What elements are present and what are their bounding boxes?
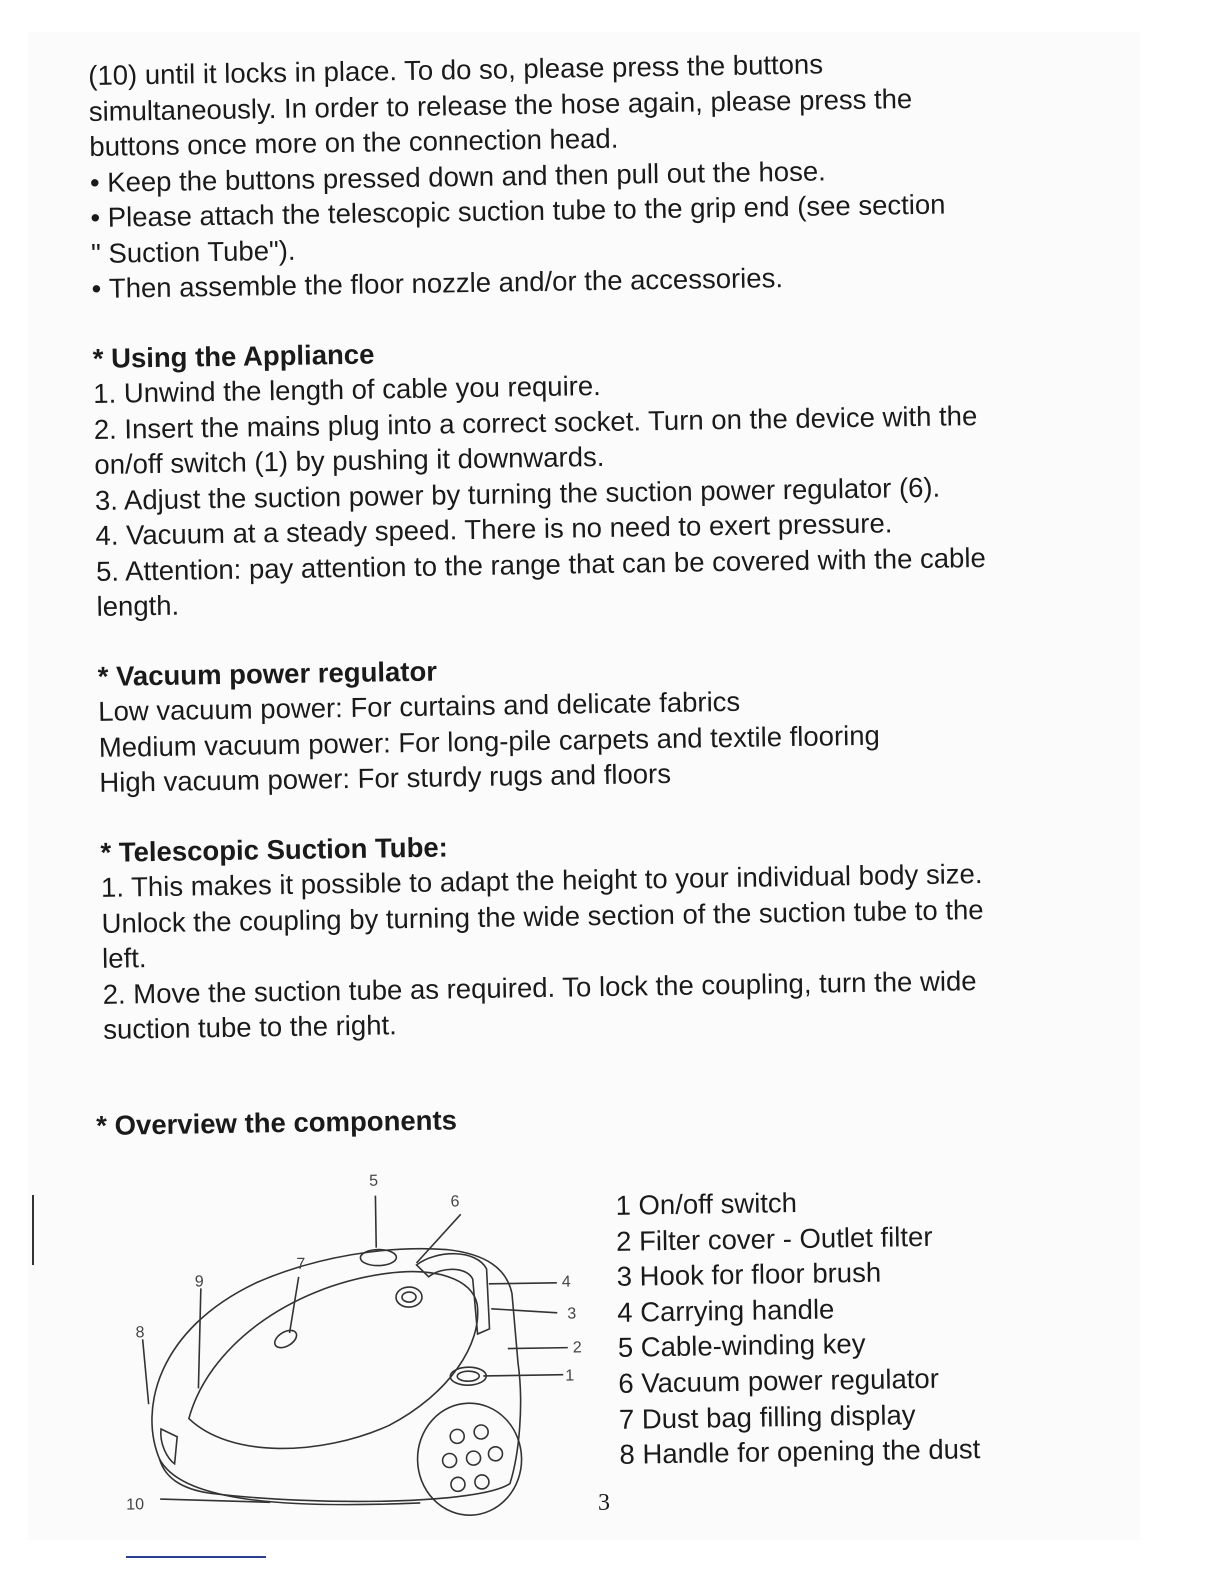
step: 2. Move the suction tube as required. To lock the coupling, turn the wide [102, 964, 977, 1010]
intro-line: simultaneously. In order to release the hose again, please press the [88, 82, 913, 127]
step: length. [96, 589, 180, 622]
section-heading-regulator: * Vacuum power regulator [97, 655, 438, 692]
step: 1. This makes it possible to adapt the height to your individual body size. [100, 858, 983, 903]
callout-number: 8 [135, 1324, 145, 1342]
legend-item: 5 Cable-winding key [617, 1328, 866, 1364]
step: 4. Vacuum at a steady speed. There is no need to exert pressure. [95, 507, 893, 551]
step: 5. Attention: pay attention to the range that can be covered with the cable [95, 541, 986, 587]
callout-number: 2 [572, 1339, 582, 1357]
legend-item: 4 Carrying handle [617, 1293, 835, 1328]
step: left. [101, 942, 147, 974]
regulator-level: Medium vacuum power: For long-pile carpets and textile flooring [98, 719, 881, 763]
section-heading-tube: * Telescopic Suction Tube: [100, 830, 449, 868]
bullet-text: Keep the buttons pressed down and then pull out the hose. [106, 154, 826, 198]
step: on/off switch (1) by pushing it downwards. [94, 440, 605, 480]
regulator-level: High vacuum power: For sturdy rugs and floors [99, 757, 672, 798]
margin-mark [32, 1195, 34, 1265]
vacuum-power-regulator-shape [396, 1287, 422, 1307]
callout-number: 4 [561, 1273, 571, 1291]
legend-item: 3 Hook for floor brush [616, 1256, 882, 1293]
step: suction tube to the right. [103, 1009, 397, 1045]
step: 3. Adjust the suction power by turning the suction power regulator (6). [94, 471, 941, 516]
section-heading-using: * Using the Appliance [92, 338, 375, 374]
callout-number: 10 [126, 1496, 145, 1514]
regulator-level: Low vacuum power: For curtains and delicate fabrics [98, 685, 741, 727]
section-heading-overview: * Overview the components [96, 1104, 458, 1141]
callout-number: 5 [369, 1172, 379, 1190]
components-overview [96, 1092, 1142, 1528]
callout-number: 7 [296, 1255, 306, 1273]
on-off-switch-shape [450, 1367, 486, 1386]
step: 2. Insert the mains plug into a correct socket. Turn on the device with the [93, 399, 978, 445]
vacuum-cleaner-diagram [115, 1152, 621, 1530]
callout-number: 6 [450, 1193, 460, 1211]
intro-line: (10) until it locks in place. To do so, please press the buttons [88, 48, 824, 91]
bullet-text: Then assemble the floor nozzle and/or the accessories. [108, 262, 784, 304]
callout-number: 1 [565, 1367, 575, 1385]
step: 1. Unwind the length of cable you require. [93, 369, 601, 409]
legend-item: 1 On/off switch [615, 1187, 798, 1221]
callout-number: 9 [194, 1273, 204, 1291]
components-legend [615, 1182, 980, 1472]
callout-number: 3 [567, 1305, 577, 1323]
legend-item: 8 Handle for opening the dust [619, 1433, 981, 1470]
bullet-continuation: " Suction Tube"). [90, 234, 296, 269]
manual-page-text [88, 42, 1133, 1048]
rear-wheel-shape [417, 1402, 523, 1516]
intro-line: buttons once more on the connection head. [89, 122, 619, 162]
step: Unlock the coupling by turning the wide section of the suction tube to the [101, 893, 984, 939]
page-number: 3 [598, 1490, 610, 1516]
legend-item: 2 Filter cover - Outlet filter [615, 1220, 933, 1257]
footer-rule [126, 1556, 266, 1558]
vacuum-top-cover [187, 1271, 480, 1450]
legend-item: 7 Dust bag filling display [618, 1398, 916, 1435]
dust-bag-display-shape [272, 1327, 300, 1351]
bullet-text: Please attach the telescopic suction tube to the grip end (see section [107, 188, 946, 233]
carrying-handle-outline [416, 1253, 489, 1335]
legend-item: 6 Vacuum power regulator [618, 1362, 940, 1399]
